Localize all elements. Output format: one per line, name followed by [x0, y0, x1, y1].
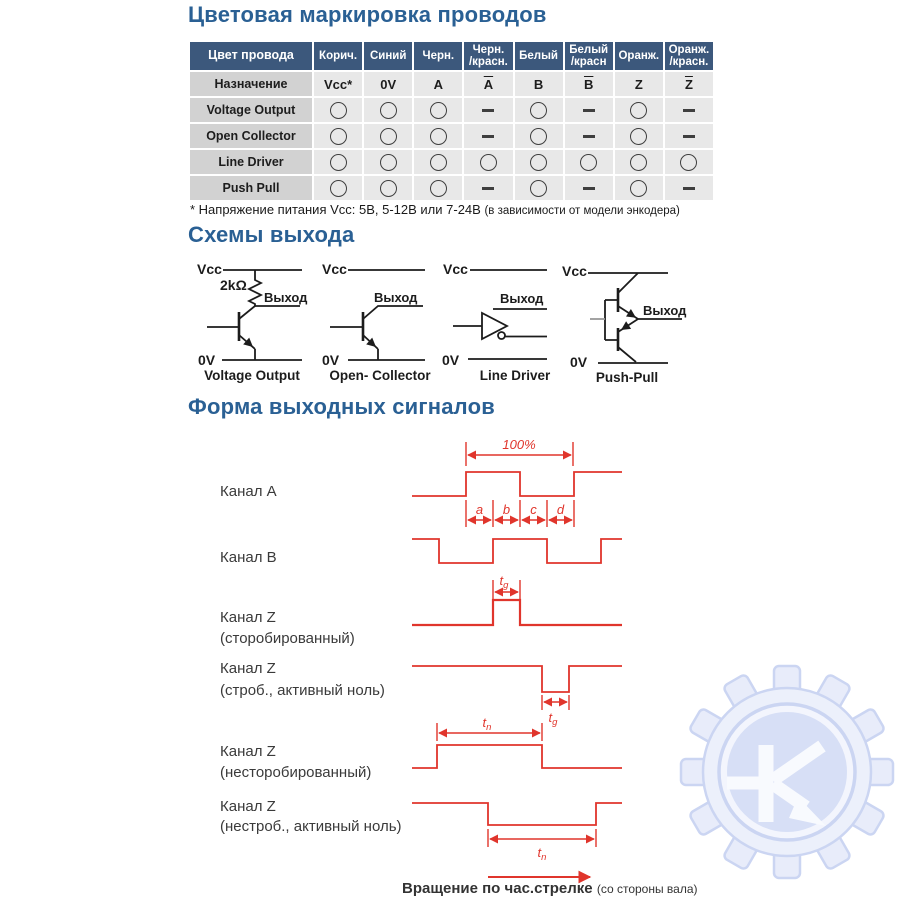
available-circle-mark [380, 180, 397, 197]
section-title-wire-marking: Цветовая маркировка проводов [188, 2, 547, 27]
designation-value-1 [364, 72, 412, 96]
signal-designation: $\overline{B}$ [583, 76, 594, 92]
not-available-dash-mark [482, 135, 494, 138]
channel-z-strobed-label: Канал Z [220, 609, 276, 626]
output-signal-waveforms [190, 432, 715, 900]
circuit-caption: Line Driver [479, 368, 551, 383]
gnd-label: 0V [570, 354, 588, 370]
designation-value-2 [414, 72, 462, 96]
vcc-footnote [190, 202, 680, 217]
resistor-symbol [249, 270, 261, 306]
vcc-label: Vcc [562, 263, 587, 279]
designation-value-7 [665, 72, 713, 96]
available-circle-mark [380, 102, 397, 119]
output-label: Выход [264, 290, 308, 305]
wire-availability-cell [414, 124, 462, 148]
wire-availability-cell [464, 98, 512, 122]
channel-z-nonstrobed-waveform [412, 745, 622, 768]
designation-value-0 [314, 72, 362, 96]
wire-availability-cell [665, 98, 713, 122]
gate-time2-label: $t_g$ [548, 710, 558, 728]
channel-a-waveform [412, 472, 622, 496]
not-available-dash-mark [583, 135, 595, 138]
available-circle-mark [330, 180, 347, 197]
wire-table-header-6: Белый /красн [565, 42, 613, 70]
wire-availability-cell [615, 98, 663, 122]
channel-z-strobed-zero-sublabel: (строб., активный ноль) [220, 682, 385, 699]
wire-availability-cell [364, 98, 412, 122]
available-circle-mark [430, 128, 447, 145]
available-circle-mark [630, 102, 647, 119]
not-available-dash-mark [683, 135, 695, 138]
designation-value-5 [565, 72, 613, 96]
wire-table-header-5: Белый [515, 42, 563, 70]
lower-emitter-arrow [621, 321, 631, 330]
buffer-triangle [482, 313, 507, 339]
circuit-caption: Open- Collector [329, 368, 431, 383]
designation-value-6 [615, 72, 663, 96]
wire-availability-cell [515, 176, 563, 200]
wire-availability-cell [565, 124, 613, 148]
wire-table-header-2: Синий [364, 42, 412, 70]
upper-transistor-leads [618, 273, 638, 319]
section-title-output-circuits: Схемы выхода [188, 222, 355, 247]
not-available-dash-mark [583, 187, 595, 190]
wire-table-header-8: Оранж. /красн. [665, 42, 713, 70]
wire-availability-cell [364, 150, 412, 174]
signal-designation: B [533, 76, 544, 92]
channel-z-strobed-zero-label: Канал Z [220, 660, 276, 677]
wire-availability-cell [665, 176, 713, 200]
available-circle-mark [580, 154, 597, 171]
signal-designation: A [433, 76, 443, 92]
not-available-dash-mark [683, 187, 695, 190]
channel-z-nonstrobed-zero-sublabel: (нестроб., активный ноль) [220, 818, 402, 835]
wire-table-header-4: Черн. /красн. [464, 42, 512, 70]
available-circle-mark [380, 154, 397, 171]
circuit-open-collector [322, 261, 431, 383]
wire-availability-cell [515, 124, 563, 148]
gnd-label: 0V [322, 352, 340, 368]
gnd-label: 0V [198, 352, 216, 368]
full-cycle-dim-label: 100% [502, 437, 536, 452]
channel-z-strobed-waveform [412, 600, 622, 625]
wire-availability-cell [414, 176, 462, 200]
wire-availability-cell [314, 98, 362, 122]
available-circle-mark [530, 128, 547, 145]
output-type-label-1: Open Collector [190, 124, 312, 148]
signal-designation: 0V [380, 76, 397, 92]
gate-time-label: $t_g$ [499, 573, 509, 591]
wire-availability-cell [364, 124, 412, 148]
circuit-line-driver [442, 261, 551, 383]
wire-availability-cell [464, 124, 512, 148]
designation-row-label: Назначение [190, 72, 312, 96]
wire-availability-cell [615, 150, 663, 174]
available-circle-mark [530, 154, 547, 171]
channel-z-strobed-sublabel: (сторобированный) [220, 630, 355, 647]
wire-availability-cell [615, 124, 663, 148]
available-circle-mark [530, 180, 547, 197]
upper-emitter-arrow [626, 309, 636, 318]
not-available-dash-mark [482, 187, 494, 190]
quarter-a-label: a [475, 502, 484, 517]
signal-designation: Vcc* [323, 76, 353, 92]
signal-designation: Z [634, 76, 643, 92]
vcc-footnote-main: * Напряжение питания Vcc: 5В, 5-12В или 7-24В [190, 202, 485, 217]
wire-availability-cell [464, 176, 512, 200]
channel-z-nonstrobed-label: Канал Z [220, 743, 276, 760]
wire-availability-cell [515, 98, 563, 122]
available-circle-mark [630, 128, 647, 145]
signal-designation: $\overline{Z}$ [684, 76, 693, 92]
output-type-label-2: Line Driver [190, 150, 312, 174]
vcc-label: Vcc [443, 261, 468, 277]
available-circle-mark [330, 128, 347, 145]
wire-table-header-0: Цвет провода [190, 42, 312, 70]
wire-availability-cell [565, 98, 613, 122]
wire-table-header-7: Оранж. [615, 42, 663, 70]
output-type-label-3: Push Pull [190, 176, 312, 200]
wire-availability-cell [414, 98, 462, 122]
available-circle-mark [380, 128, 397, 145]
wire-availability-cell [414, 150, 462, 174]
wire-availability-cell [615, 176, 663, 200]
resistor-label: 2kΩ [220, 277, 247, 293]
wire-availability-cell [565, 150, 613, 174]
wire-availability-cell [515, 150, 563, 174]
count-time-label: $t_n$ [482, 715, 492, 733]
available-circle-mark [430, 180, 447, 197]
not-available-dash-mark [683, 109, 695, 112]
wire-availability-cell [314, 150, 362, 174]
available-circle-mark [430, 154, 447, 171]
wire-availability-cell [364, 176, 412, 200]
rotation-note: Вращение по час.стрелке (со стороны вала) [402, 880, 698, 897]
available-circle-mark [330, 154, 347, 171]
output-circuit-diagrams [190, 256, 715, 388]
output-line [363, 306, 423, 319]
circuit-caption: Voltage Output [204, 368, 300, 383]
watermark-gear-logo [670, 660, 900, 885]
not-available-dash-mark [482, 109, 494, 112]
wire-availability-cell [665, 124, 713, 148]
available-circle-mark [530, 102, 547, 119]
signal-designation: $\overline{A}$ [483, 76, 494, 92]
channel-z-strobed-zero-waveform [412, 666, 622, 692]
quarter-d-label: d [556, 502, 565, 517]
output-label: Выход [500, 291, 544, 306]
available-circle-mark [430, 102, 447, 119]
channel-a-label: Канал A [220, 483, 277, 500]
designation-value-3 [464, 72, 512, 96]
channel-b-label: Канал B [220, 549, 277, 566]
base-bus [605, 300, 618, 340]
gear-icon [681, 666, 893, 878]
wire-availability-cell [314, 176, 362, 200]
wire-availability-cell [464, 150, 512, 174]
wire-availability-cell [314, 124, 362, 148]
available-circle-mark [630, 180, 647, 197]
output-type-label-0: Voltage Output [190, 98, 312, 122]
not-available-dash-mark [583, 109, 595, 112]
vcc-label: Vcc [322, 261, 347, 277]
output-label: Выход [374, 290, 418, 305]
circuit-voltage-output [197, 261, 308, 383]
output-label: Выход [643, 303, 687, 318]
channel-z-nonstrobed-sublabel: (несторобированный) [220, 764, 372, 781]
designation-value-4 [515, 72, 563, 96]
channel-z-nonstrobed-zero-label: Канал Z [220, 798, 276, 815]
channel-b-waveform [412, 539, 622, 563]
vcc-footnote-note: (в зависимости от модели энкодера) [484, 205, 680, 217]
count-time2-label: $t_n$ [537, 845, 547, 863]
circuit-push-pull [562, 263, 687, 385]
available-circle-mark [480, 154, 497, 171]
wire-table-header-1: Корич. [314, 42, 362, 70]
channel-z-nonstrobed-zero-waveform [412, 803, 622, 825]
count-dim2-ticks [488, 829, 596, 847]
inverter-bubble [498, 332, 505, 339]
available-circle-mark [680, 154, 697, 171]
circuit-caption: Push-Pull [595, 370, 659, 385]
wire-color-table [190, 42, 713, 200]
quarter-b-label: b [502, 502, 511, 517]
gnd-label: 0V [442, 352, 460, 368]
vcc-label: Vcc [197, 261, 222, 277]
section-title-output-signals: Форма выходных сигналов [188, 394, 495, 419]
wire-availability-cell [665, 150, 713, 174]
wire-availability-cell [565, 176, 613, 200]
quarter-c-label: c [530, 502, 537, 517]
available-circle-mark [330, 102, 347, 119]
wire-table-header-3: Черн. [414, 42, 462, 70]
available-circle-mark [630, 154, 647, 171]
